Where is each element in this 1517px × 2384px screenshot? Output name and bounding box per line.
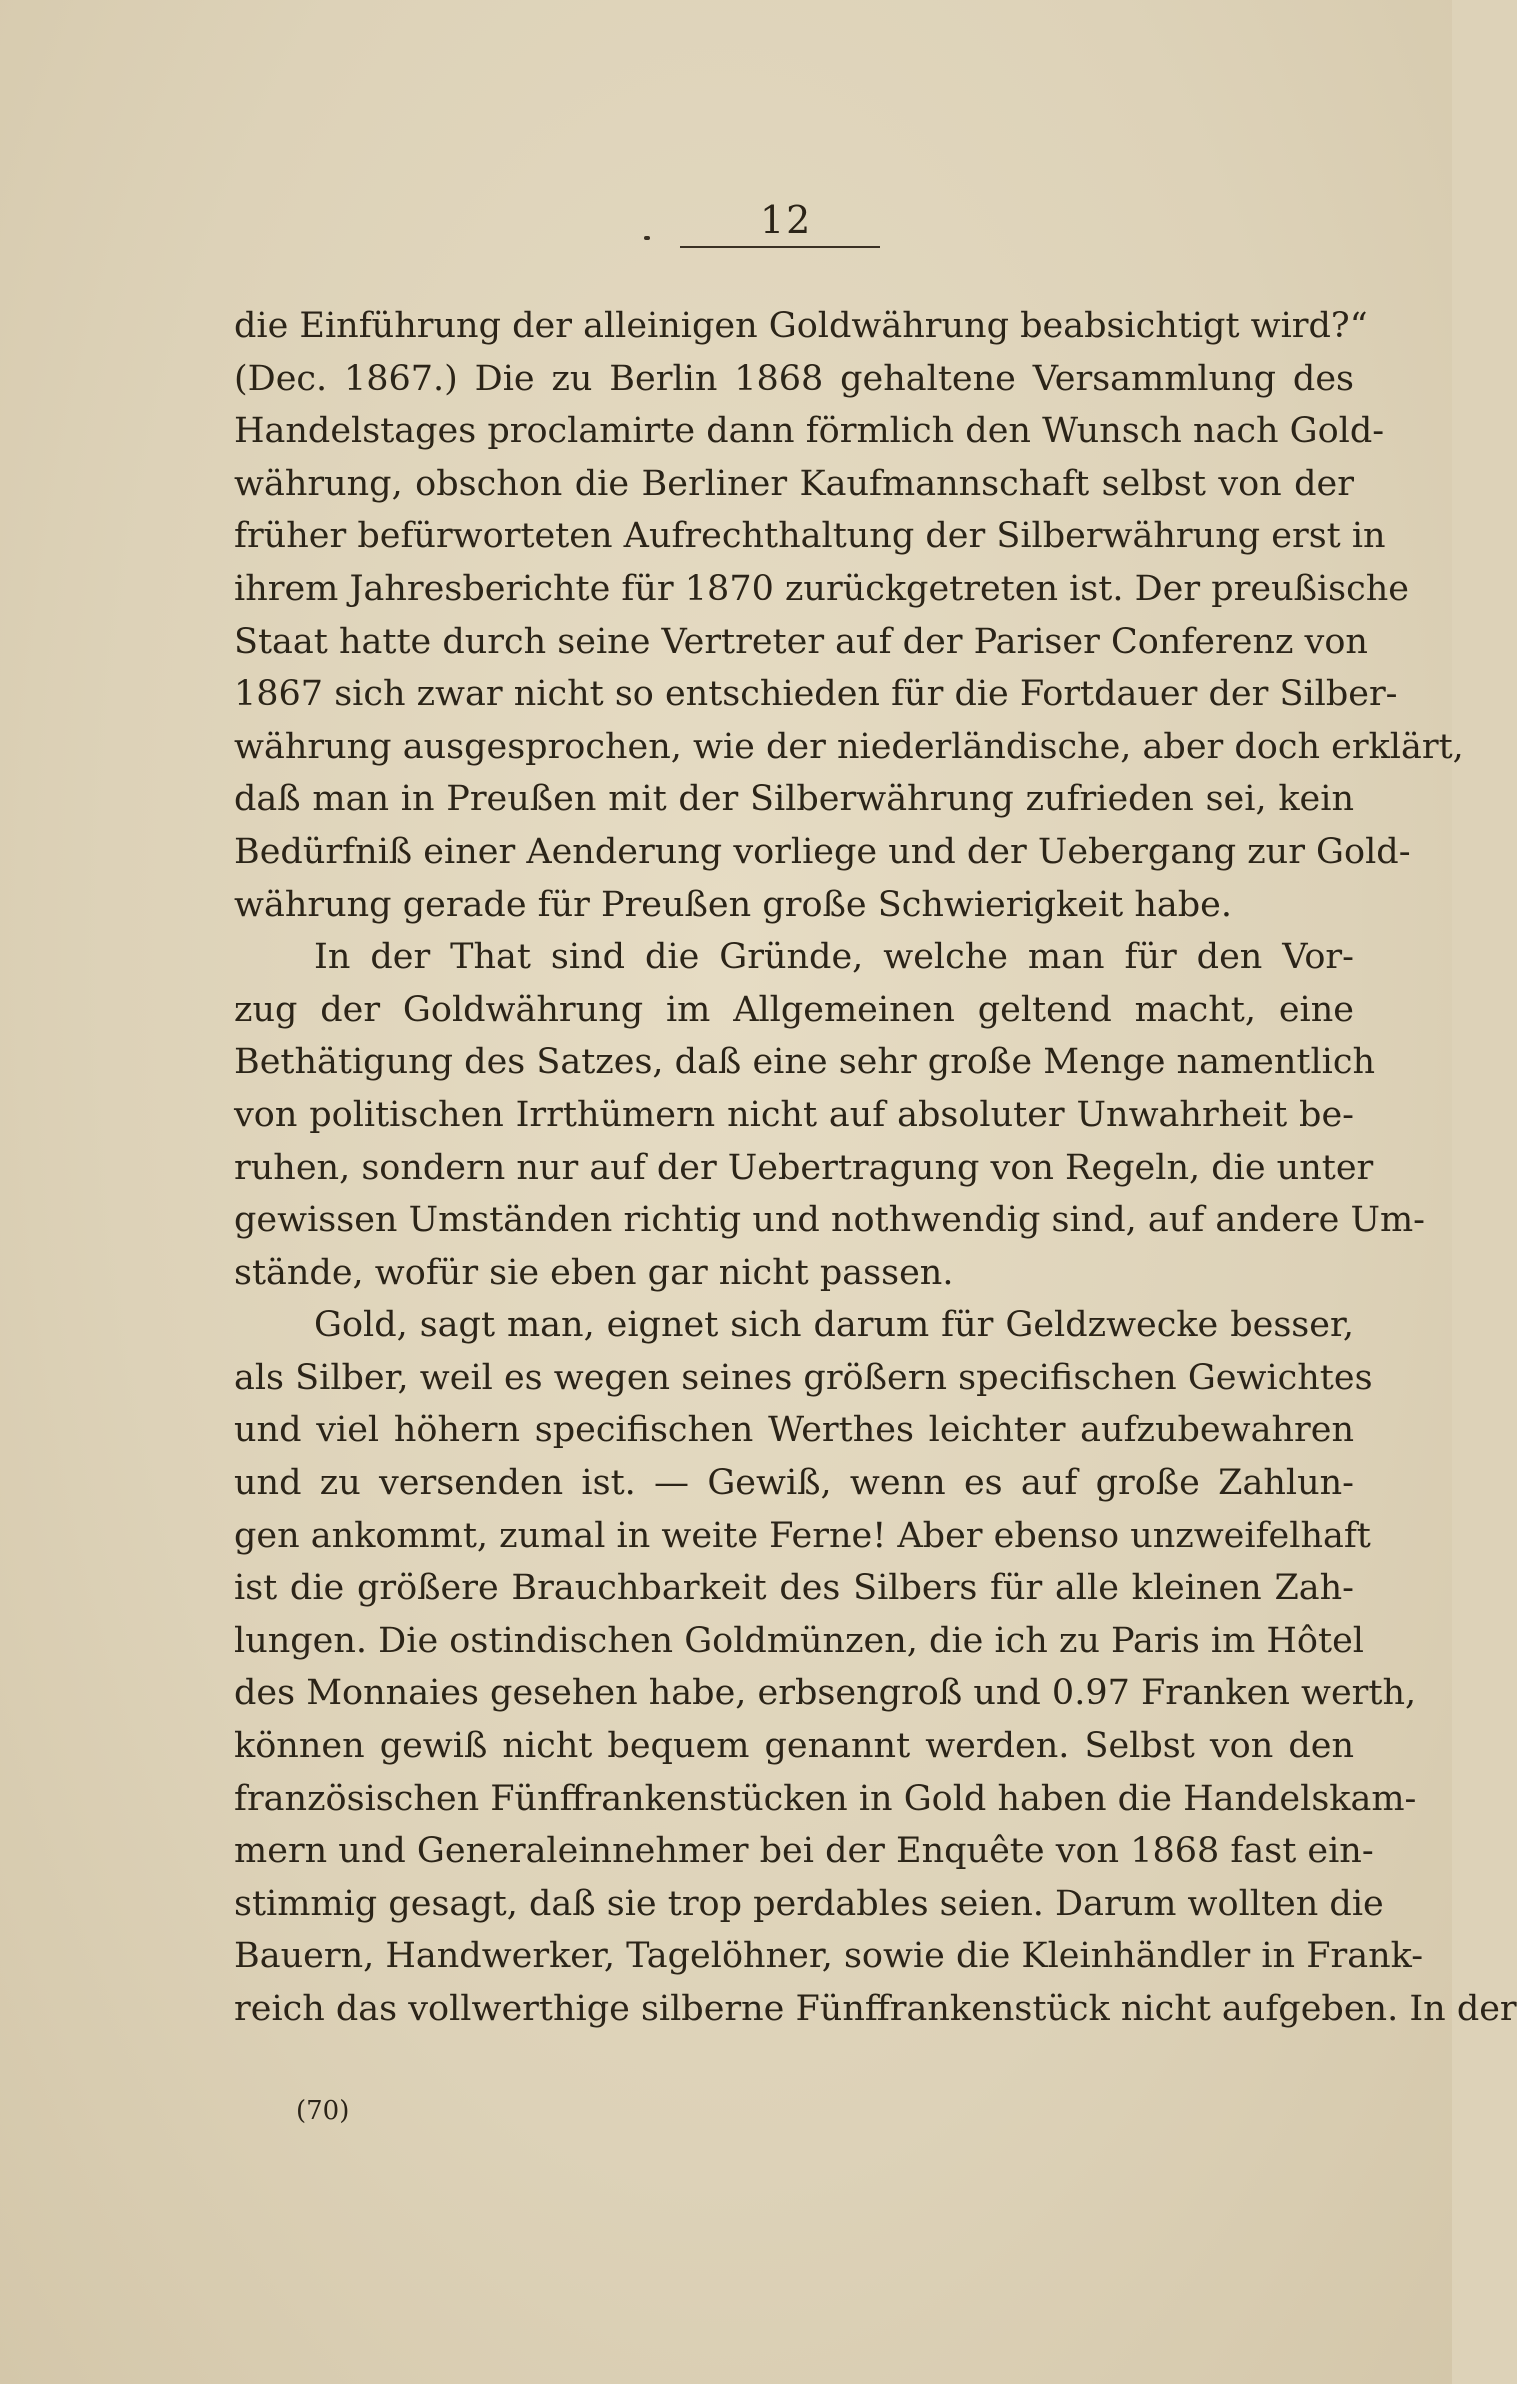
text-line: Handelstages proclamirte dann förmlich den Wunsch nach Gold-: [234, 411, 1385, 452]
paragraph-start: In der That sind die Gründe, welche man für den Vor-: [314, 937, 1354, 978]
text-line: gen ankommt, zumal in weite Ferne! Aber ebenso unzweifelhaft: [234, 1515, 1371, 1556]
text-line: (Dec. 1867.) Die zu Berlin 1868 gehaltene Versammlung des: [234, 358, 1354, 399]
text-line: Bauern, Handwerker, Tagelöhner, sowie die Kleinhändler in Frank-: [234, 1936, 1424, 1977]
text-line: und zu versenden ist. — Gewiß, wenn es auf große Zahlun-: [234, 1463, 1354, 1504]
text-line: währung gerade für Preußen große Schwierigkeit habe.: [234, 884, 1233, 925]
signature-mark: (70): [296, 2096, 350, 2126]
text-line: und viel höhern specifischen Werthes leichter aufzubewahren: [234, 1410, 1354, 1451]
text-line: von politischen Irrthümern nicht auf absoluter Unwahrheit be-: [234, 1094, 1354, 1135]
text-line: währung ausgesprochen, wie der niederländische, aber doch erklärt,: [234, 726, 1464, 767]
text-line: 1867 sich zwar nicht so entschieden für die Fortdauer der Silber-: [234, 674, 1398, 715]
header-rule: [680, 246, 880, 248]
text-line: zug der Goldwährung im Allgemeinen geltend macht, eine: [234, 989, 1354, 1030]
text-line: können gewiß nicht bequem genannt werden. Selbst von den: [234, 1726, 1354, 1767]
text-line: stimmig gesagt, daß sie trop perdables seien. Darum wollten die: [234, 1883, 1384, 1924]
text-line: mern und Generaleinnehmer bei der Enquête von 1868 fast ein-: [234, 1831, 1374, 1872]
text-line: ist die größere Brauchbarkeit des Silbers für alle kleinen Zah-: [234, 1568, 1354, 1609]
text-line: daß man in Preußen mit der Silberwährung zufrieden sei, kein: [234, 779, 1354, 820]
text-line: die Einführung der alleinigen Goldwährung beabsichtigt wird?“: [234, 306, 1368, 346]
paragraph-start: Gold, sagt man, eignet sich darum für Geldzwecke besser,: [314, 1305, 1354, 1346]
text-line: währung, obschon die Berliner Kaufmannschaft selbst von der: [234, 463, 1354, 504]
text-line: früher befürworteten Aufrechthaltung der Silberwährung erst in: [234, 516, 1386, 557]
text-line: lungen. Die ostindischen Goldmünzen, die ich zu Paris im Hôtel: [234, 1620, 1364, 1661]
page-number: 12: [760, 198, 813, 242]
body-text: [234, 300, 1517, 2036]
text-line: des Monnaies gesehen habe, erbsengroß und 0.97 Franken werth,: [234, 1673, 1417, 1714]
text-line: Bethätigung des Satzes, daß eine sehr große Menge namentlich: [234, 1042, 1376, 1083]
page-speck: [644, 236, 650, 240]
text-line: Staat hatte durch seine Vertreter auf der Pariser Conferenz von: [234, 621, 1368, 662]
text-line: als Silber, weil es wegen seines größern specifischen Gewichtes: [234, 1357, 1373, 1398]
text-line: reich das vollwerthige silberne Fünffrankenstück nicht aufgeben. In der: [234, 1989, 1517, 2029]
text-line: stände, wofür sie eben gar nicht passen.: [234, 1252, 954, 1293]
text-line: gewissen Umständen richtig und nothwendig sind, auf andere Um-: [234, 1200, 1425, 1241]
text-line: ruhen, sondern nur auf der Uebertragung von Regeln, die unter: [234, 1147, 1374, 1188]
text-line: Bedürfniß einer Aenderung vorliege und der Uebergang zur Gold-: [234, 831, 1411, 872]
text-line: französischen Fünffrankenstücken in Gold haben die Handelskam-: [234, 1778, 1417, 1819]
text-line: ihrem Jahresberichte für 1870 zurückgetreten ist. Der preußische: [234, 568, 1409, 609]
